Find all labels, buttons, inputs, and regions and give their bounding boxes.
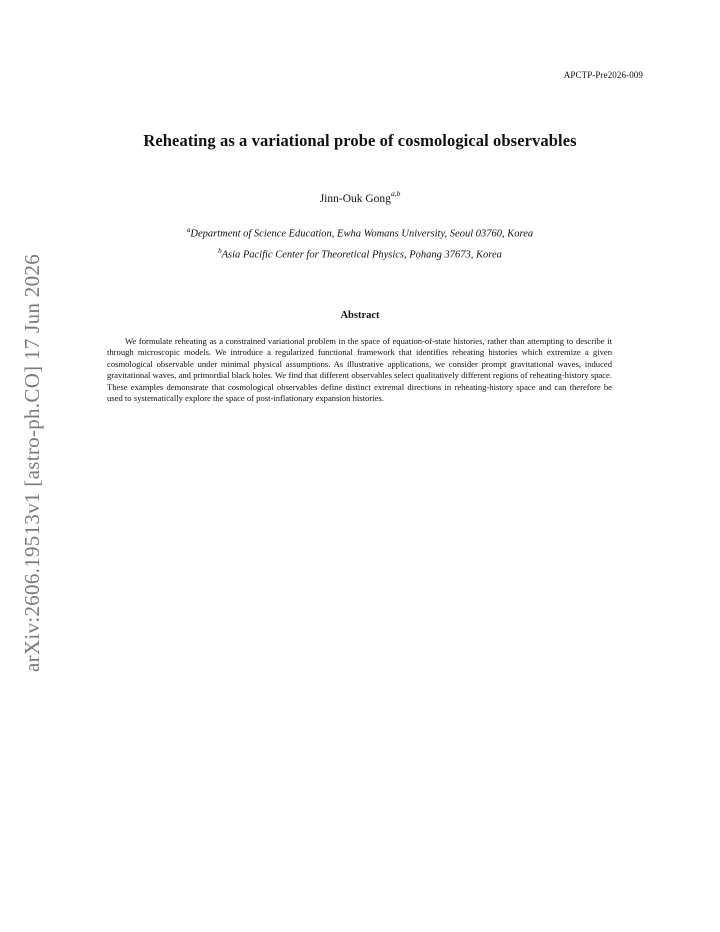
paper-title: Reheating as a variational probe of cosmological observables bbox=[143, 131, 577, 150]
affiliation-b bbox=[0, 243, 720, 264]
abstract-heading: Abstract bbox=[340, 310, 380, 321]
abstract-body: We formulate reheating as a constrained variational problem in the space of equation-of-state histories, rather than attempting to describe it through microscopic models. We introduce a regularized functional framework that identifies reheating histories which extremize a given cosmological observable under minimal physical assumptions. As illustrative applications, we consider prompt gravitational waves, induced gravitational waves, and primordial black holes. We find that different observables select qualitatively different regions of reheating-history space. These examples demonstrate that cosmological observables define distinct extremal directions in reheating-history space and can therefore be used to systematically explore the space of post-inflationary expansion histories. bbox=[107, 335, 612, 404]
affiliation-a-mark: a bbox=[186, 226, 191, 234]
arxiv-identifier-stamp: arXiv:2606.19513v1 [astro-ph.CO] 17 Jun 2026 bbox=[20, 254, 44, 672]
affiliations bbox=[0, 222, 720, 263]
affiliation-a-text: Department of Science Education, Ewha Womans University, Seoul 03760, Korea bbox=[190, 228, 534, 240]
affiliation-b-text: Asia Pacific Center for Theoretical Physics, Pohang 37673, Korea bbox=[221, 249, 502, 260]
affiliation-a bbox=[0, 222, 720, 243]
author-affiliation-marks: a,b bbox=[390, 189, 401, 198]
report-number: APCTP-Pre2026-009 bbox=[563, 70, 643, 80]
affiliation-b-mark: b bbox=[218, 246, 222, 255]
author-line bbox=[0, 190, 720, 205]
author-name: Jinn-Ouk Gong bbox=[319, 192, 391, 205]
